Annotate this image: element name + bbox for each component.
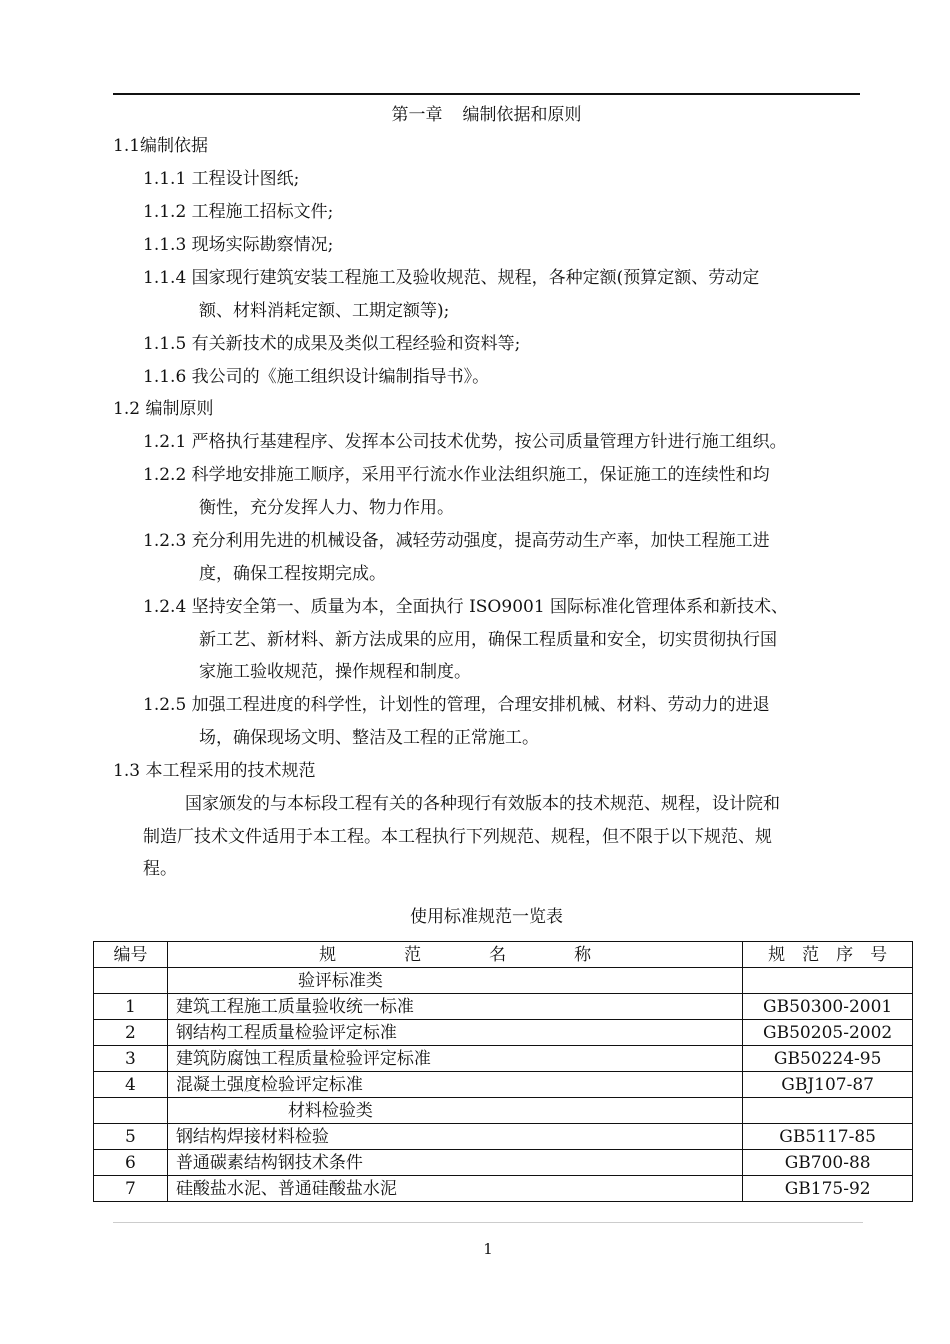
table-row <box>94 1176 913 1202</box>
category-row <box>94 968 913 994</box>
item-1-1-1 <box>143 168 299 190</box>
section-heading-1-3: 1.3 本工程采用的技术规范 <box>113 761 316 781</box>
chapter-title <box>113 100 860 125</box>
item-text: 坚持安全第一、质量为本，全面执行 ISO9001 国际标准化管理体系和新技术、 <box>191 597 789 617</box>
item-1-2-2-cont: 衡性，充分发挥人力、物力作用。 <box>199 498 454 518</box>
cell-name: 建筑防腐蚀工程质量检验评定标准 <box>167 1046 742 1072</box>
table-row <box>94 1150 913 1176</box>
item-1-1-4 <box>143 267 759 289</box>
item-text: 工程设计图纸; <box>191 169 300 189</box>
cell-no: 6 <box>94 1150 168 1176</box>
cell-no: 2 <box>94 1020 168 1046</box>
item-text: 工程施工招标文件; <box>191 202 334 222</box>
cell-code: GB50205-2002 <box>743 1020 913 1046</box>
item-1-1-2 <box>143 201 333 223</box>
header-no: 编号 <box>94 942 168 968</box>
item-text: 充分利用先进的机械设备，减轻劳动强度，提高劳动生产率，加快工程施工进 <box>191 531 770 551</box>
category-row <box>94 1098 913 1124</box>
cell-no: 7 <box>94 1176 168 1202</box>
paragraph-line-3: 程。 <box>143 859 177 879</box>
table-row <box>94 1124 913 1150</box>
cell-no: 4 <box>94 1072 168 1098</box>
item-1-2-5-cont: 场，确保现场文明、整洁及工程的正常施工。 <box>199 728 539 748</box>
item-1-2-5 <box>143 694 770 716</box>
chapter-number: 第一章 <box>391 105 443 125</box>
item-number: 1.2.3 <box>143 531 187 551</box>
footer-rule <box>113 1222 863 1223</box>
table-row <box>94 1046 913 1072</box>
item-text: 我公司的《施工组织设计编制指导书》。 <box>191 367 490 387</box>
cell-name: 混凝土强度检验评定标准 <box>167 1072 742 1098</box>
cell-code: GB175-92 <box>743 1176 913 1202</box>
item-1-1-3 <box>143 234 333 256</box>
table-row <box>94 1072 913 1098</box>
header-code: 规 范 序 号 <box>743 942 913 968</box>
item-1-1-6 <box>143 366 489 388</box>
cell-name: 钢结构焊接材料检验 <box>167 1124 742 1150</box>
cell-name: 硅酸盐水泥、普通硅酸盐水泥 <box>167 1176 742 1202</box>
item-1-2-2 <box>143 464 770 486</box>
item-text: 现场实际勘察情况; <box>191 235 334 255</box>
chapter-name: 编制依据和原则 <box>462 105 582 125</box>
table-header-row <box>94 942 913 968</box>
item-1-2-4 <box>143 596 788 618</box>
item-1-1-5 <box>143 333 520 355</box>
cell-no: 5 <box>94 1124 168 1150</box>
cell-code: GB50224-95 <box>743 1046 913 1072</box>
cell-name: 建筑工程施工质量验收统一标准 <box>167 994 742 1020</box>
item-number: 1.2.5 <box>143 695 187 715</box>
standards-table <box>93 941 913 1202</box>
item-1-2-4-cont2: 家施工验收规范，操作规程和制度。 <box>199 662 471 682</box>
item-number: 1.1.3 <box>143 235 187 255</box>
item-number: 1.2.1 <box>143 432 187 452</box>
item-number: 1.1.1 <box>143 169 187 189</box>
item-1-2-4-cont: 新工艺、新材料、新方法成果的应用，确保工程质量和安全，切实贯彻执行国 <box>199 630 777 650</box>
item-text: 严格执行基建程序、发挥本公司技术优势，按公司质量管理方针进行施工组织。 <box>191 432 787 452</box>
cell-no: 3 <box>94 1046 168 1072</box>
page-number: 1 <box>483 1240 493 1258</box>
paragraph-line-2: 制造厂技术文件适用于本工程。本工程执行下列规范、规程，但不限于以下规范、规 <box>143 827 772 847</box>
section-heading-1-1: 1.1编制依据 <box>113 136 209 156</box>
cell-no: 1 <box>94 994 168 1020</box>
header-rule <box>113 93 860 95</box>
section-heading-1-2: 1.2 编制原则 <box>113 399 214 419</box>
table-title: 使用标准规范一览表 <box>410 907 563 927</box>
paragraph-line-1: 国家颁发的与本标段工程有关的各种现行有效版本的技术规范、规程，设计院和 <box>185 794 780 814</box>
item-number: 1.1.2 <box>143 202 187 222</box>
cell-code: GB50300-2001 <box>743 994 913 1020</box>
cell-name: 钢结构工程质量检验评定标准 <box>167 1020 742 1046</box>
item-number: 1.1.6 <box>143 367 187 387</box>
item-1-1-4-cont: 额、材料消耗定额、工期定额等); <box>199 301 450 321</box>
item-number: 1.1.4 <box>143 268 187 288</box>
cell-code: GB5117-85 <box>743 1124 913 1150</box>
item-text: 有关新技术的成果及类似工程经验和资料等; <box>191 334 521 354</box>
header-name: 规 范 名 称 <box>167 942 742 968</box>
table-row <box>94 1020 913 1046</box>
cell-name: 普通碳素结构钢技术条件 <box>167 1150 742 1176</box>
table-row <box>94 994 913 1020</box>
item-number: 1.2.4 <box>143 597 187 617</box>
cell-code: GBJ107-87 <box>743 1072 913 1098</box>
category-label: 材料检验类 <box>167 1098 742 1124</box>
category-label: 验评标准类 <box>167 968 742 994</box>
item-1-2-3 <box>143 530 770 552</box>
item-text: 加强工程进度的科学性，计划性的管理，合理安排机械、材料、劳动力的进退 <box>191 695 770 715</box>
item-number: 1.2.2 <box>143 465 187 485</box>
item-number: 1.1.5 <box>143 334 187 354</box>
item-text: 科学地安排施工顺序，采用平行流水作业法组织施工，保证施工的连续性和均 <box>191 465 770 485</box>
item-1-2-1 <box>143 431 787 453</box>
cell-code: GB700-88 <box>743 1150 913 1176</box>
item-1-2-3-cont: 度，确保工程按期完成。 <box>199 564 386 584</box>
item-text: 国家现行建筑安装工程施工及验收规范、规程，各种定额(预算定额、劳动定 <box>191 268 760 288</box>
